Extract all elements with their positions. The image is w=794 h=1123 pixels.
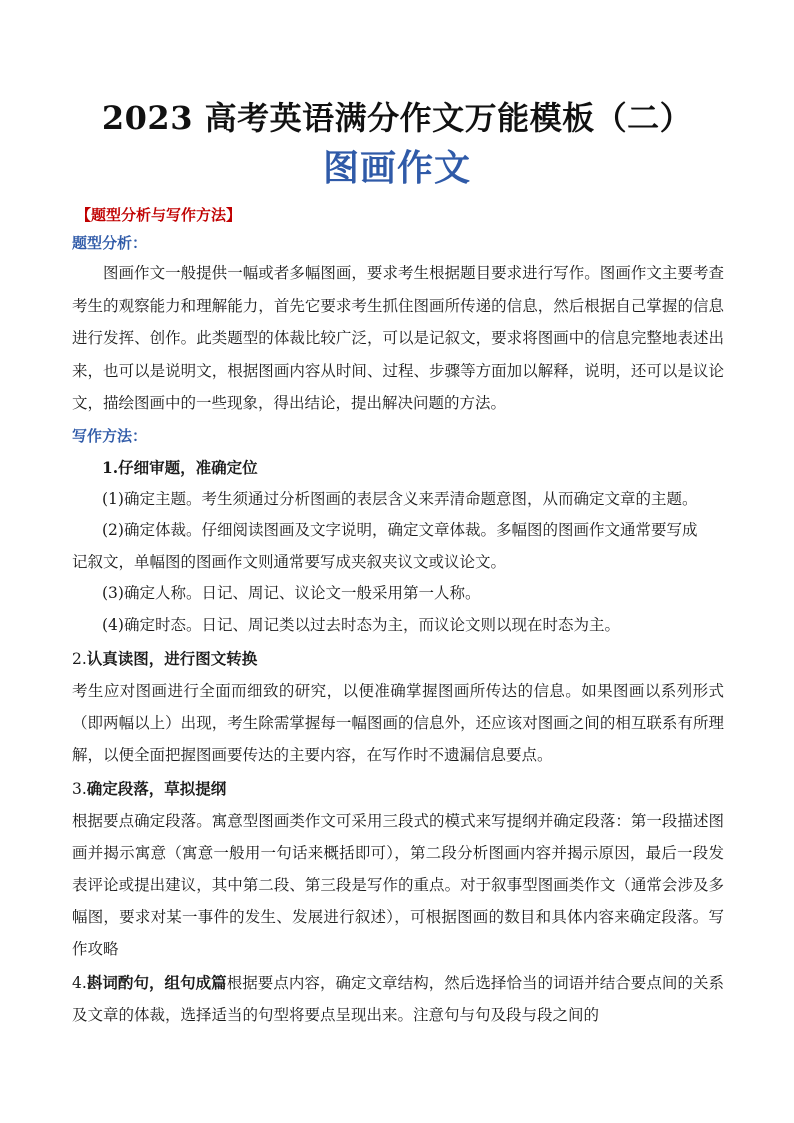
- step-3-number: 3.: [72, 780, 87, 798]
- step-1-item-1: (1)确定主题。考生须通过分析图画的表层含义来弄清命题意图，从而确定文章的主题。: [102, 489, 698, 508]
- step-4-heading: 斟词酌句，组句成篇: [86, 973, 227, 992]
- step-4-number: 4.: [72, 974, 87, 992]
- document-body: [72, 203, 724, 1031]
- step-2-heading: 认真读图，进行图文转换: [86, 649, 258, 668]
- step-2-title: [72, 643, 724, 675]
- method-label: 写作方法：: [72, 426, 148, 445]
- step-2-paragraph: 考生应对图画进行全面而细致的研究，以便准确掌握图画所传达的信息。如果图画以系列形式（即两幅以上）出现，考生除需掌握每一幅图画的信息外，还应该对图画之间的相互联系有所理解，以便全面把握图画要传达的主要内容，在写作时不遗漏信息要点。: [72, 682, 724, 764]
- step-2-number: 2.: [72, 650, 87, 668]
- step-1-item-2-cont: 记叙文，单幅图的图画作文则通常要写成夹叙夹议文或议论文。: [72, 552, 507, 571]
- step-4-paragraph: [72, 967, 724, 1031]
- step-3-paragraph: 根据要点确定段落。寓意型图画类作文可采用三段式的模式来写提纲并确定段落：第一段描述图画并揭示寓意（寓意一般用一句话来概括即可），第二段分析图画内容并揭示原因，最后一段发表评论或提出建议，其中第二段、第三段是写作的重点。对于叙事型图画类作文（通常会涉及多幅图，要求对某一事件的发生、发展进行叙述），可根据图画的数目和具体内容来确定段落。写作攻略: [72, 812, 724, 958]
- analysis-paragraph: 图画作文一般提供一幅或者多幅图画，要求考生根据题目要求进行写作。图画作文主要考查考生的观察能力和理解能力，首先它要求考生抓住图画所传递的信息，然后根据自己掌握的信息进行发挥、创作。此类题型的体裁比较广泛，可以是记叙文，要求将图画中的信息完整地表述出来，也可以是说明文，根据图画内容从时间、过程、步骤等方面加以解释，说明，还可以是议论文，描绘图画中的一些现象，得出结论，提出解决问题的方法。: [72, 264, 724, 412]
- step-1-item-3: (3)确定人称。日记、周记、议论文一般采用第一人称。: [102, 584, 481, 602]
- step-1-title: 1.仔细审题，准确定位: [102, 457, 258, 477]
- section-heading: 【题型分析与写作方法】: [76, 206, 242, 224]
- step-1-item-4: (4)确定时态。日记、周记类以过去时态为主，而议论文则以现在时态为主。: [102, 615, 620, 634]
- step-4-text: 根据要点内容，确定文章结构，然后选择恰当的词语并结合要点间的关系及文章的体裁，选择适当的句型将要点呈现出来。注意句与句及段与段之间的: [72, 974, 724, 1024]
- analysis-label: 题型分析：: [72, 234, 148, 252]
- step-3-heading: 确定段落，草拟提纲: [86, 779, 227, 798]
- document-title: 2023 高考英语满分作文万能模板（二）: [101, 99, 693, 137]
- document-subtitle: 图画作文: [322, 147, 471, 189]
- step-1-item-2: (2)确定体裁。仔细阅读图画及文字说明，确定文章体裁。多幅图的图画作文通常要写成: [102, 521, 698, 539]
- step-3-title: [72, 773, 724, 805]
